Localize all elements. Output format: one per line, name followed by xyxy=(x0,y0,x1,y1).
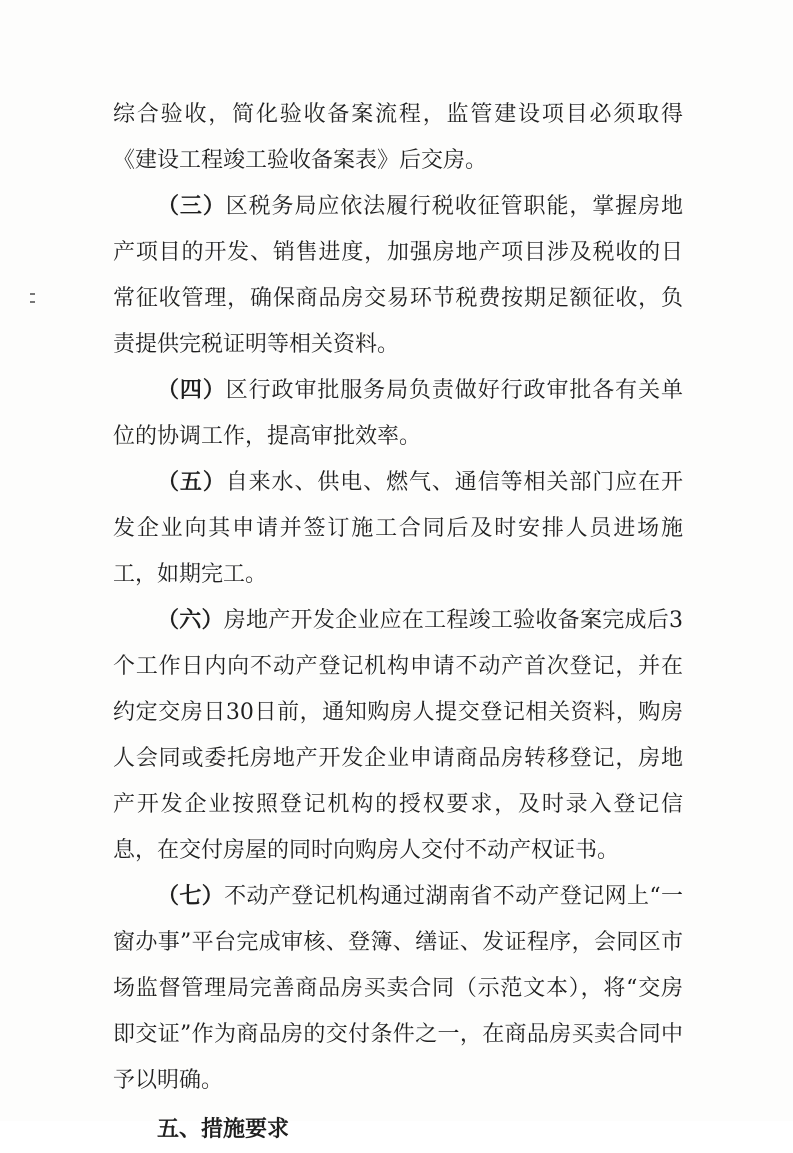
item-number-4: （四） xyxy=(157,378,226,403)
paragraph-text: 区行政审批服务局负责做好行政审批各有关单位的协调工作，提高审批效率。 xyxy=(113,378,683,449)
paragraph-tax-bureau xyxy=(113,184,683,368)
paragraph-approval-bureau xyxy=(113,368,683,460)
paragraph-text: 房地产开发企业应在工程竣工验收备案完成后3个工作日内向不动产登记机构申请不动产首次登记，并在约定交房日30日前，通知购房人提交登记相关资料，购房人会同或委托房地产开发企业申请商品房转移登记，房地产开发企业按照登记机构的授权要求，及时录入登记信息，在交付房屋的同时向购房人交付不动产权证书。 xyxy=(113,608,683,863)
paragraph-developer xyxy=(113,598,683,874)
scan-speck xyxy=(30,293,35,295)
paragraph-acceptance xyxy=(113,92,683,184)
paragraph-text: 不动产登记机构通过湖南省不动产登记网上“一窗办事”平台完成审核、登簿、缮证、发证程序，会同区市场监督管理局完善商品房买卖合同（示范文本），将“交房即交证”作为商品房的交付条件之一，在商品房买卖合同中予以明确。 xyxy=(113,884,683,1093)
section-title: 五、措施要求 xyxy=(157,1117,290,1142)
item-number-5: （五） xyxy=(157,470,226,495)
section-heading xyxy=(113,1107,683,1153)
item-number-3: （三） xyxy=(157,194,226,219)
paragraph-text: 区税务局应依法履行税收征管职能，掌握房地产项目的开发、销售进度，加强房地产项目涉及税收的日常征收管理，确保商品房交易环节税费按期足额征收，负责提供完税证明等相关资料。 xyxy=(113,194,683,357)
item-number-6: （六） xyxy=(157,608,224,633)
paragraph-text: 综合验收，简化验收备案流程，监管建设项目必须取得《建设工程竣工验收备案表》后交房。 xyxy=(113,102,683,173)
paragraph-text: 自来水、供电、燃气、通信等相关部门应在开发企业向其申请并签订施工合同后及时安排人员进场施工，如期完工。 xyxy=(113,470,683,587)
scan-speck xyxy=(30,301,35,303)
paragraph-utilities xyxy=(113,460,683,598)
item-number-7: （七） xyxy=(157,884,225,909)
paragraph-registration xyxy=(113,874,683,1104)
document-body xyxy=(113,92,683,1153)
